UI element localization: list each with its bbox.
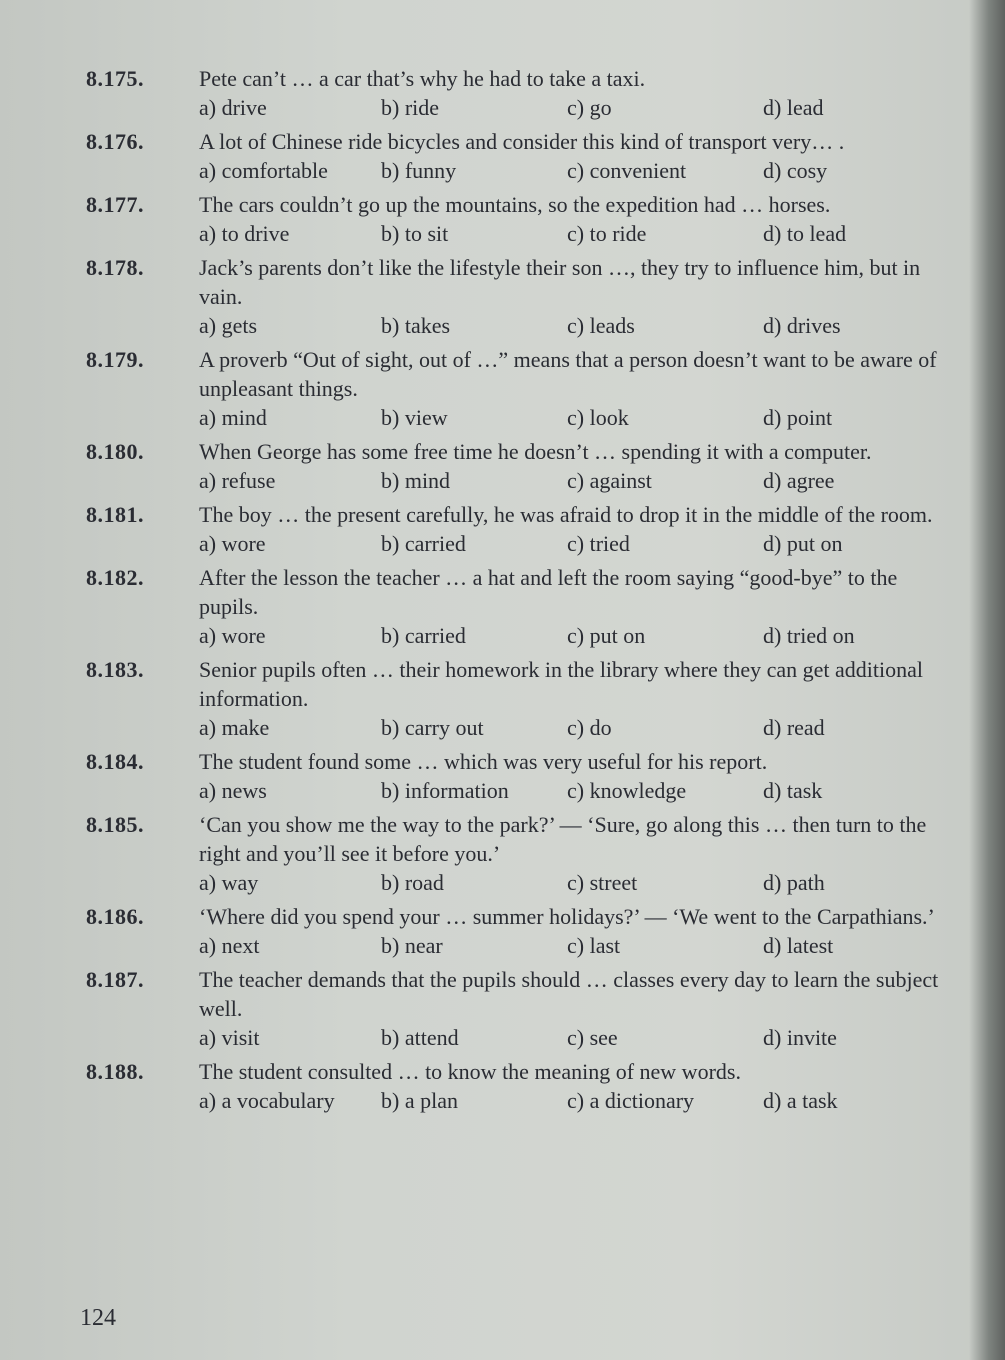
question-text: ‘Can you show me the way to the park?’ — ‘Sure, go along this … then turn to the right and you’ll see it before you.’ — [199, 812, 932, 866]
option-d: d) tried on — [763, 623, 855, 648]
book-spine-shadow — [969, 0, 1005, 1360]
option-d: d) to lead — [763, 221, 847, 246]
answer-options — [86, 219, 956, 248]
question-number: 8.178. — [86, 255, 144, 280]
question-text: Pete can’t … a car that’s why he had to take a taxi. — [199, 66, 646, 91]
option-a: a) drive — [199, 95, 267, 120]
option-a: a) refuse — [199, 468, 276, 493]
question — [86, 810, 956, 897]
question-text: The student consulted … to know the meaning of new words. — [199, 1059, 741, 1084]
option-d: d) latest — [763, 933, 834, 958]
question — [86, 437, 956, 495]
answer-options — [86, 403, 956, 432]
option-c: c) against — [567, 468, 652, 493]
question — [86, 253, 956, 340]
option-b: b) view — [381, 405, 448, 430]
question-number: 8.179. — [86, 347, 144, 372]
page-number: 124 — [80, 1305, 116, 1331]
option-d: d) lead — [763, 95, 824, 120]
answer-options — [86, 93, 956, 122]
question — [86, 190, 956, 248]
option-d: d) put on — [763, 531, 843, 556]
answer-options — [86, 776, 956, 805]
option-b: b) information — [381, 778, 509, 803]
option-a: a) a vocabulary — [199, 1088, 335, 1113]
question-number: 8.182. — [86, 565, 144, 590]
option-b: b) ride — [381, 95, 440, 120]
option-c: c) go — [567, 95, 612, 120]
option-c: c) tried — [567, 531, 630, 556]
option-b: b) carried — [381, 531, 466, 556]
option-b: b) carry out — [381, 715, 484, 740]
question-text: When George has some free time he doesn’t … spending it with a computer. — [199, 439, 872, 464]
option-d: d) a task — [763, 1088, 838, 1113]
option-a: a) mind — [199, 405, 267, 430]
question — [86, 902, 956, 960]
answer-options — [86, 868, 956, 897]
question-number: 8.181. — [86, 502, 144, 527]
question-text: The cars couldn’t go up the mountains, so the expedition had … horses. — [199, 192, 831, 217]
question-number: 8.177. — [86, 192, 144, 217]
option-a: a) way — [199, 870, 259, 895]
option-a: a) visit — [199, 1025, 260, 1050]
option-a: a) to drive — [199, 221, 290, 246]
option-a: a) make — [199, 715, 270, 740]
question-number: 8.185. — [86, 812, 144, 837]
question — [86, 563, 956, 650]
option-b: b) takes — [381, 313, 451, 338]
option-b: b) near — [381, 933, 443, 958]
option-c: c) a dictionary — [567, 1088, 695, 1113]
option-d: d) path — [763, 870, 825, 895]
option-d: d) cosy — [763, 158, 828, 183]
option-a: a) news — [199, 778, 267, 803]
question-number: 8.184. — [86, 749, 144, 774]
question — [86, 64, 956, 122]
question-number: 8.175. — [86, 66, 144, 91]
question-number: 8.188. — [86, 1059, 144, 1084]
question-number: 8.183. — [86, 657, 144, 682]
answer-options — [86, 1023, 956, 1052]
question-text: Senior pupils often … their homework in the library where they can get additional information. — [199, 657, 929, 711]
question-number: 8.186. — [86, 904, 144, 929]
answer-options — [86, 621, 956, 650]
option-d: d) drives — [763, 313, 841, 338]
question-text: The boy … the present carefully, he was afraid to drop it in the middle of the room. — [199, 502, 933, 527]
answer-options — [86, 1086, 956, 1115]
option-c: c) convenient — [567, 158, 687, 183]
answer-options — [86, 529, 956, 558]
question — [86, 965, 956, 1052]
question — [86, 345, 956, 432]
answer-options — [86, 713, 956, 742]
question — [86, 747, 956, 805]
option-c: c) see — [567, 1025, 618, 1050]
question — [86, 500, 956, 558]
option-c: c) look — [567, 405, 629, 430]
question-text: The teacher demands that the pupils should … classes every day to learn the subject well. — [199, 967, 944, 1021]
question — [86, 127, 956, 185]
option-a: a) next — [199, 933, 260, 958]
question-number: 8.180. — [86, 439, 144, 464]
option-c: c) street — [567, 870, 638, 895]
question-list — [86, 64, 956, 1120]
option-d: d) read — [763, 715, 825, 740]
option-c: c) to ride — [567, 221, 647, 246]
option-d: d) invite — [763, 1025, 837, 1050]
question — [86, 655, 956, 742]
option-c: c) do — [567, 715, 612, 740]
option-b: b) attend — [381, 1025, 459, 1050]
question-text: The student found some … which was very useful for his report. — [199, 749, 768, 774]
answer-options — [86, 311, 956, 340]
question-text: Jack’s parents don’t like the lifestyle their son …, they try to influence him, but in vain. — [199, 255, 926, 309]
question-text: A lot of Chinese ride bicycles and consider this kind of transport very… . — [199, 129, 845, 154]
option-b: b) funny — [381, 158, 457, 183]
option-d: d) point — [763, 405, 833, 430]
answer-options — [86, 156, 956, 185]
question-number: 8.187. — [86, 967, 144, 992]
option-b: b) mind — [381, 468, 451, 493]
option-a: a) wore — [199, 623, 266, 648]
option-c: c) leads — [567, 313, 635, 338]
option-c: c) knowledge — [567, 778, 687, 803]
question-text: ‘Where did you spend your … summer holidays?’ — ‘We went to the Carpathians.’ — [199, 904, 935, 929]
option-c: c) put on — [567, 623, 646, 648]
answer-options — [86, 466, 956, 495]
question — [86, 1057, 956, 1115]
option-b: b) to sit — [381, 221, 449, 246]
option-a: a) wore — [199, 531, 266, 556]
option-d: d) agree — [763, 468, 835, 493]
question-text: After the lesson the teacher … a hat and left the room saying “good-bye” to the pupils. — [199, 565, 903, 619]
option-b: b) road — [381, 870, 444, 895]
option-b: b) carried — [381, 623, 466, 648]
option-a: a) comfortable — [199, 158, 328, 183]
question-text: A proverb “Out of sight, out of …” means that a person doesn’t want to be aware of unpleasant things. — [199, 347, 943, 401]
answer-options — [86, 931, 956, 960]
option-a: a) gets — [199, 313, 258, 338]
question-number: 8.176. — [86, 129, 144, 154]
option-b: b) a plan — [381, 1088, 458, 1113]
option-d: d) task — [763, 778, 823, 803]
option-c: c) last — [567, 933, 621, 958]
